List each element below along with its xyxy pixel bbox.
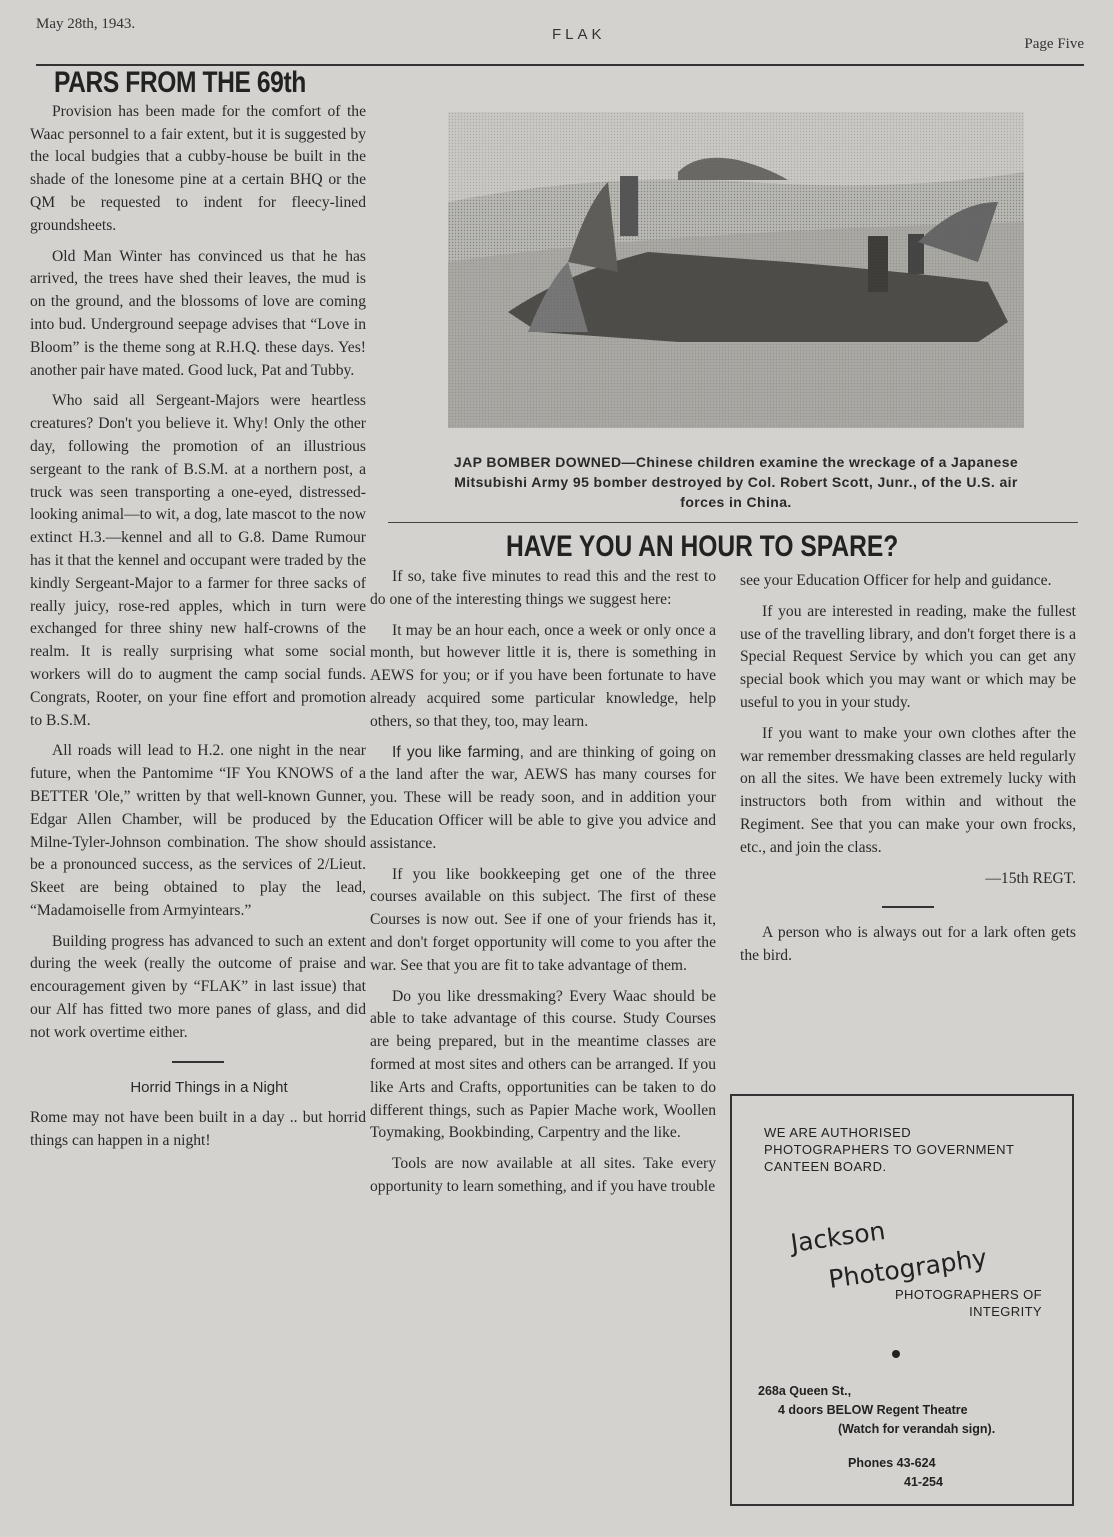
spare-paragraph-reading: If you are interested in reading, make the fullest use of the travelling library, and don't forget there is a Special Request Service by which you can get any special book which you may want or which may be useful to you in your study.: [740, 602, 1076, 711]
page-number: Page Five: [1024, 36, 1084, 52]
phone-1: Phones 43-624: [848, 1456, 936, 1470]
horrid-things-text: Rome may not have been built in a day .. but horrid things can happen in a night!: [30, 1109, 366, 1150]
spare-paragraph-bookkeeping: If you like bookkeeping get one of the three courses available on this subject. The first of these Courses is now out. See if one of your friends has it, and don't forget opportunity will come to you after the war. See that you are fit to take advantage of them.: [370, 865, 716, 974]
horrid-things-heading: Horrid Things in a Night: [130, 1078, 288, 1096]
spare-paragraph-clothes: If you want to make your own clothes after the war remember dressmaking classes are held regularly on all the sites. We have been extremely lucky with instructors both from within and without the Regiment. See that you can make your own frocks, etc., and join the class.: [740, 724, 1076, 856]
spare-column-1: [370, 566, 716, 1207]
spare-headline: HAVE YOU AN HOUR TO SPARE?: [506, 530, 899, 563]
pars-headline: PARS FROM THE 69th: [54, 66, 306, 99]
logo-word-photography: Photography: [826, 1243, 989, 1294]
address-street: 268a Queen St.,: [758, 1384, 852, 1398]
mid-rule: [388, 522, 1078, 523]
farming-text: and are thinking of going on the land after the war, AEWS has many courses for you. These will be ready soon, and in addition your Education Officer will be able to give you advice and assistance.: [370, 743, 716, 852]
phone-2: 41-254: [904, 1475, 943, 1489]
ad-address: [758, 1382, 995, 1439]
ad-integrity-text: PHOTOGRAPHERS OF INTEGRITY: [894, 1287, 1042, 1319]
jackson-photography-logo: [732, 1216, 1072, 1296]
spare-continued: see your Education Officer for help and guidance.: [740, 572, 1052, 589]
pars-column: [30, 66, 366, 1161]
farming-lead: If you like farming,: [392, 743, 525, 761]
bomber-wreck-photo: [448, 112, 1024, 428]
spare-column-2: [740, 570, 1076, 976]
spare-paragraph-dressmaking: Do you like dressmaking? Every Waac should be able to take advantage of this course. Study Courses are being prepared, but in the meantime classes are formed at most sites and others can be arranged. If you like Arts and Crafts, opportunities can be taken to do different things, such as Papier Mache work, Woollen Toymaking, Bookbinding, Carpentry and the like.: [370, 987, 716, 1142]
address-sign: (Watch for verandah sign).: [838, 1422, 996, 1436]
pars-paragraph-2: Old Man Winter has convinced us that he has arrived, the trees have shed their leaves, the mud is on the ground, and the blossoms of love are coming into bud. Underground seepage advises that “Love in Bloom” is the theme song at R.H.Q. these days. Yes! another pair have mated. Good luck, Pat and Tubby.: [30, 247, 366, 379]
section-rule: [172, 1061, 224, 1063]
logo-word-jackson: Jackson: [788, 1216, 888, 1258]
pars-paragraph-3: Who said all Sergeant-Majors were heartless creatures? Don't you believe it. Why! Only the other day, following the promotion of an illustrious sergeant to the rank of B.S.M. at a northern post, a truck was seen transporting a one-eyed, distressed-looking animal—to wit, a dog, late mascot to the now extinct H.3.—kennel and all to G.8. Dame Rumour has it that the kennel and occupant were traded by the kindly Sergeant-Major to a farmer for three sacks of really juicy, rose-red apples, which in turn were exchanged for three shiny new half-crowns of the realm. It is really surprising what some social workers will do to augment the camp social funds. Congrats, Rooter, on your fine effort and promotion to B.S.M.: [30, 392, 366, 729]
filler-joke: A person who is always out for a lark often gets the bird.: [740, 924, 1076, 965]
pars-paragraph-1: Provision has been made for the comfort of the Waac personnel to a fair extent, but it is suggested by the local budgies that a cubby-house be built in the shade of the lonesome pine at a certain BHQ or the QM be requested to indent for fleecy-lined groundsheets.: [30, 102, 366, 234]
ad-phones: [848, 1454, 943, 1492]
jackson-photography-ad: [730, 1094, 1074, 1506]
spare-paragraph-farming: [370, 742, 716, 856]
pars-paragraph-5: Building progress has advanced to such an extent during the week (really the outcome of praise and encouragement given by “FLAK” in last issue) that our Alf has fitted two more panes of glass, and did not work overtime either.: [30, 932, 366, 1041]
article-signature: —15th REGT.: [985, 869, 1076, 887]
pars-paragraph-4: All roads will lead to H.2. one night in the near future, when the Pantomime “IF You KNOWS of a BETTER 'Ole,” written by that well-known Gunner, Edgar Allen Chamber, will be produced by the Milne-Tyler-Johnson combination. The show should be a pronounced success, as the services of 2/Lieut. Skeet are being obtained to play the lead, “Madamoiselle from Armyintears.”: [30, 742, 366, 919]
spare-paragraph-tools: Tools are now available at all sites. Take every opportunity to learn something, and if you have trouble: [370, 1155, 716, 1195]
ad-authorised-text: WE ARE AUTHORISED PHOTOGRAPHERS TO GOVERNMENT CANTEEN BOARD.: [764, 1125, 1015, 1174]
photo-caption: JAP BOMBER DOWNED—Chinese children examine the wreckage of a Japanese Mitsubishi Army 95 bomber destroyed by Col. Robert Scott, Junr., of the U.S. air forces in China.: [453, 454, 1019, 510]
masthead: FLAK: [552, 26, 606, 43]
issue-date: May 28th, 1943.: [36, 16, 136, 32]
spare-paragraph-2: It may be an hour each, once a week or only once a month, but however little it is, there is something in AEWS for you; or if you have been fortunate to have already acquired some particular knowledge, help others, so that they, too, may learn.: [370, 621, 716, 730]
photo-illustration: [448, 112, 1024, 428]
ad-bullet: [892, 1350, 900, 1358]
filler-rule: [882, 906, 934, 908]
spare-paragraph-1: If so, take five minutes to read this and the rest to do one of the interesting things we suggest here:: [370, 568, 716, 608]
address-location: 4 doors BELOW Regent Theatre: [778, 1403, 968, 1417]
